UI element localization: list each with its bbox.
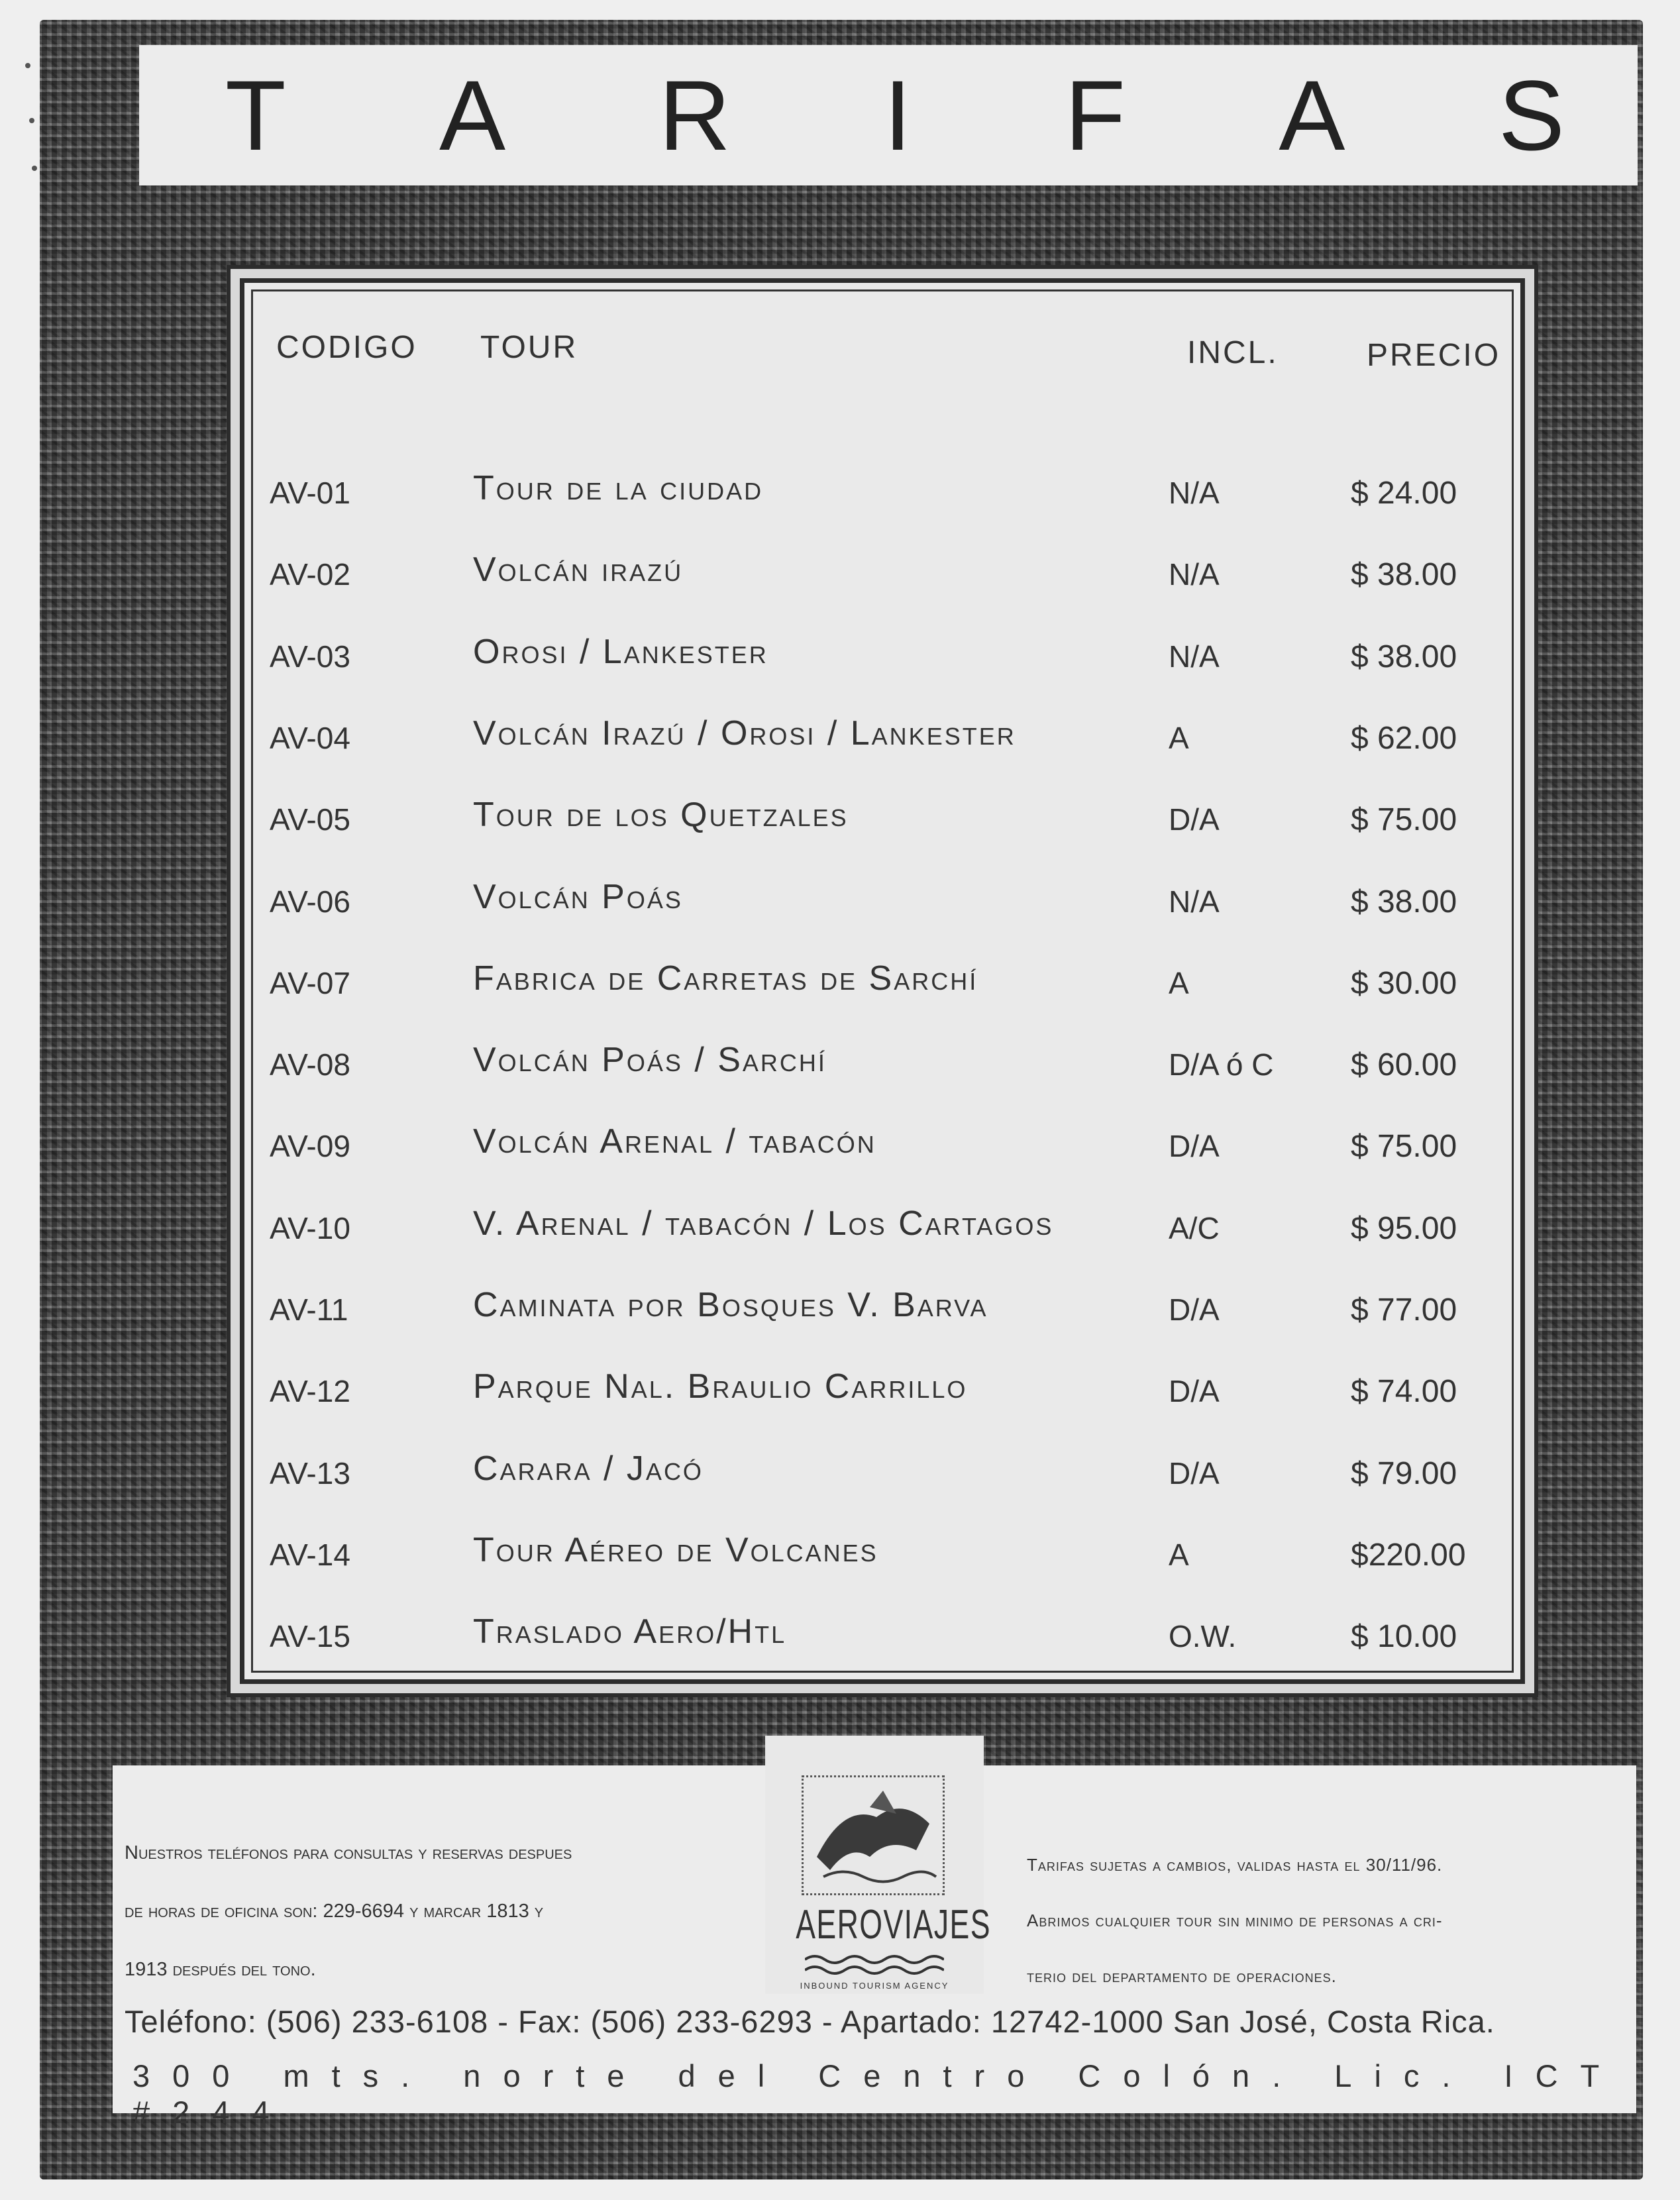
row-price: $ 79.00 — [1351, 1455, 1457, 1491]
row-price: $ 10.00 — [1351, 1619, 1457, 1655]
footer-terms-note — [1027, 1837, 1623, 2004]
row-tour: Volcán Poás / Sarchí — [473, 1041, 827, 1080]
row-tour: Fabrica de Carretas de Sarchí — [473, 959, 978, 998]
table-row — [244, 1530, 1520, 1590]
row-incl: D/A — [1169, 1374, 1220, 1409]
table-row — [244, 469, 1520, 528]
speck — [32, 166, 37, 171]
row-incl: N/A — [1169, 476, 1220, 510]
table-row — [244, 1122, 1520, 1181]
table-row — [244, 959, 1520, 1018]
contact-phone-fax: Teléfono: (506) 233-6108 - Fax: (506) 233-6293 - Apartado: 12742-1000 San José, Costa Rica. — [125, 2004, 1495, 2039]
row-tour: Traslado Aero/Htl — [473, 1612, 787, 1651]
row-incl: N/A — [1169, 884, 1220, 919]
row-price: $ 38.00 — [1351, 639, 1457, 674]
table-row — [244, 632, 1520, 692]
row-incl: D/A — [1169, 1129, 1220, 1164]
header-tour: TOUR — [480, 330, 578, 365]
row-incl: D/A — [1169, 802, 1220, 837]
row-code: AV-04 — [270, 720, 350, 755]
title-letter: R — [658, 60, 731, 171]
row-incl: A/C — [1169, 1210, 1220, 1245]
row-price: $220.00 — [1351, 1537, 1466, 1573]
row-code: AV-14 — [270, 1537, 350, 1572]
footer-left-line: Nuestros teléfonos para consultas y reservas despues — [125, 1842, 572, 1863]
row-incl: D/A — [1169, 1292, 1220, 1327]
row-price: $ 38.00 — [1351, 884, 1457, 919]
row-tour: Volcán irazú — [473, 550, 684, 590]
table-row — [244, 1449, 1520, 1508]
rates-table — [240, 278, 1525, 1684]
title-letter: T — [225, 60, 286, 171]
row-tour: Volcán Arenal / tabacón — [473, 1122, 876, 1161]
row-price: $ 24.00 — [1351, 476, 1457, 511]
footer-phone-note — [125, 1824, 761, 1999]
row-code: AV-03 — [270, 639, 350, 674]
row-incl: D/A ó C — [1169, 1047, 1274, 1082]
footer-left-line: de horas de oficina son: 229-6694 y marcar 1813 y — [125, 1901, 544, 1922]
row-tour: Parque Nal. Braulio Carrillo — [473, 1367, 968, 1406]
table-row — [244, 1204, 1520, 1263]
row-price: $ 77.00 — [1351, 1292, 1457, 1328]
row-tour: Orosi / Lankester — [473, 632, 768, 671]
row-price: $ 38.00 — [1351, 557, 1457, 593]
speck — [29, 118, 34, 123]
row-price: $ 60.00 — [1351, 1047, 1457, 1083]
row-price: $ 74.00 — [1351, 1374, 1457, 1410]
row-code: AV-05 — [270, 802, 350, 837]
row-incl: N/A — [1169, 639, 1220, 674]
row-code: AV-08 — [270, 1047, 350, 1082]
header-code: CODIGO — [276, 330, 417, 365]
row-tour: Tour Aéreo de Volcanes — [473, 1530, 878, 1569]
table-row — [244, 550, 1520, 609]
row-tour: Volcán Poás — [473, 877, 683, 916]
row-incl: A — [1169, 720, 1189, 755]
row-code: AV-13 — [270, 1455, 350, 1491]
row-price: $ 62.00 — [1351, 720, 1457, 756]
row-code: AV-12 — [270, 1374, 350, 1409]
row-price: $ 30.00 — [1351, 965, 1457, 1001]
logo-waves-icon — [805, 1953, 944, 1977]
row-price: $ 95.00 — [1351, 1210, 1457, 1246]
row-code: AV-11 — [270, 1292, 348, 1327]
speck — [25, 63, 30, 68]
table-row — [244, 1367, 1520, 1426]
table-row — [244, 1286, 1520, 1345]
row-incl: D/A — [1169, 1455, 1220, 1491]
table-row — [244, 1041, 1520, 1100]
title-letter: A — [1279, 60, 1345, 171]
row-incl: A — [1169, 1537, 1189, 1572]
contact-address: 300 mts. norte del Centro Colón. Lic. ICT #244 — [132, 2058, 1622, 2130]
table-row — [244, 796, 1520, 855]
row-incl: A — [1169, 965, 1189, 1000]
table-row — [244, 713, 1520, 773]
row-code: AV-06 — [270, 884, 350, 919]
title-bar — [139, 45, 1638, 185]
row-incl: O.W. — [1169, 1619, 1237, 1654]
title-letter: A — [439, 60, 506, 171]
header-incl: INCL. — [1187, 335, 1279, 370]
row-tour: Tour de los Quetzales — [473, 796, 849, 835]
logo-bird-icon — [802, 1775, 945, 1895]
row-code: AV-09 — [270, 1129, 350, 1164]
footer-right-line: Abrimos cualquier tour sin minimo de personas a cri- — [1027, 1911, 1443, 1930]
row-code: AV-15 — [270, 1619, 350, 1654]
row-code: AV-07 — [270, 965, 350, 1000]
row-tour: V. Arenal / tabacón / Los Cartagos — [473, 1204, 1054, 1243]
row-tour: Tour de la ciudad — [473, 469, 764, 507]
footer-left-line: 1913 después del tono. — [125, 1959, 316, 1980]
title-letter: F — [1065, 60, 1126, 171]
row-tour: Caminata por Bosques V. Barva — [473, 1286, 988, 1324]
row-price: $ 75.00 — [1351, 802, 1457, 838]
header-price: PRECIO — [1367, 338, 1501, 373]
row-tour: Volcán Irazú / Orosi / Lankester — [473, 713, 1016, 753]
logo-name: AEROVIAJES — [796, 1902, 991, 1948]
row-incl: N/A — [1169, 557, 1220, 592]
footer-right-line: terio del departamento de operaciones. — [1027, 1966, 1337, 1986]
row-code: AV-10 — [270, 1210, 350, 1245]
footer-right-line: Tarifas sujetas a cambios, validas hasta el 30/11/96. — [1027, 1855, 1443, 1875]
contact-band — [113, 1994, 1636, 2130]
row-tour: Carara / Jacó — [473, 1449, 704, 1488]
logo-tagline: INBOUND TOURISM AGENCY — [800, 1981, 949, 1991]
aeroviajes-logo — [765, 1736, 991, 2001]
row-price: $ 75.00 — [1351, 1129, 1457, 1165]
table-row — [244, 1612, 1520, 1671]
title-letter: S — [1498, 60, 1565, 171]
row-code: AV-02 — [270, 557, 350, 592]
table-row — [244, 877, 1520, 937]
title-letter: I — [884, 60, 912, 171]
row-code: AV-01 — [270, 476, 350, 510]
